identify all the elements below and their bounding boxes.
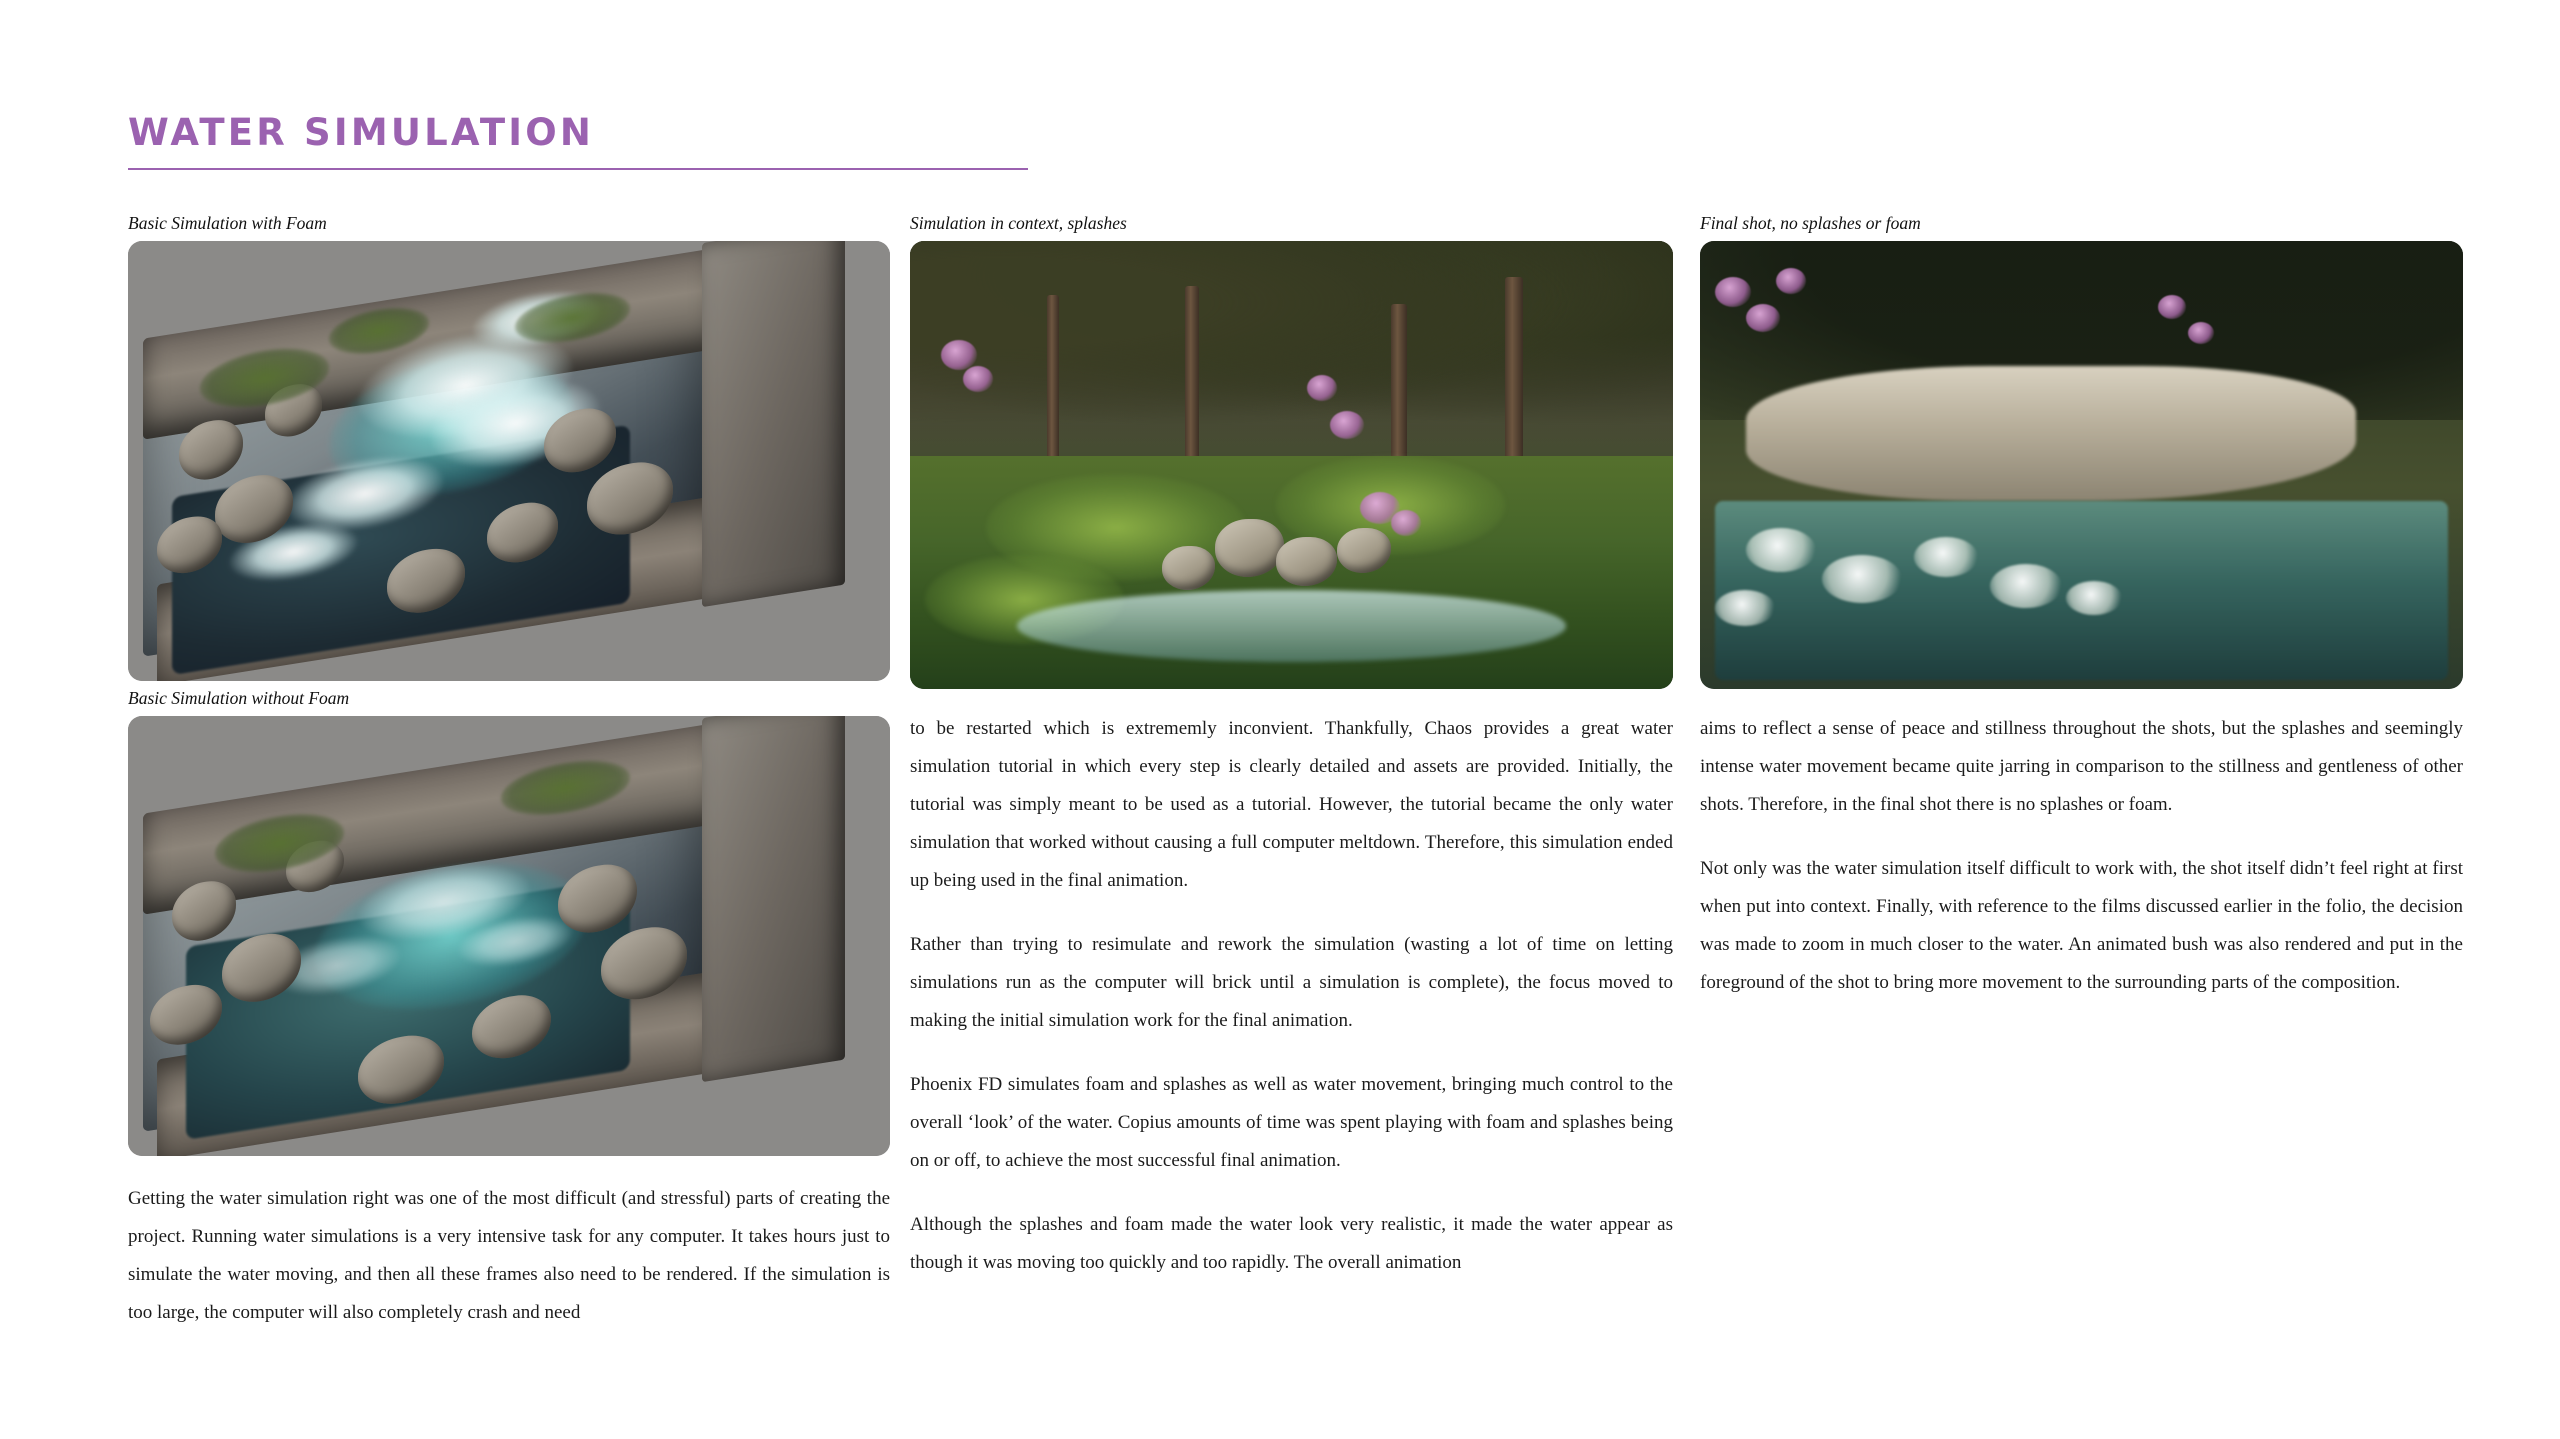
figure-caption: Final shot, no splashes or foam bbox=[1700, 213, 1921, 233]
figure-image-with-foam bbox=[128, 241, 890, 681]
title-block bbox=[128, 113, 1028, 170]
blossom bbox=[941, 340, 977, 370]
white-flower-cluster bbox=[1990, 564, 2062, 608]
paragraph: Getting the water simulation right was one of the most difficult (and stressful) parts of creating the project. Running water simulations is a very intensive task for any computer. It takes hours just to simulate the water moving, and then all these frames also need to be rendered. If the simulation is too large, the computer will also completely crash and need bbox=[128, 1188, 890, 1323]
left-column-text bbox=[128, 1180, 890, 1332]
blossom bbox=[2158, 295, 2186, 319]
water-stream bbox=[1017, 590, 1566, 662]
title-underline bbox=[128, 168, 1028, 170]
paragraph: Although the splashes and foam made the water look very realistic, it made the water appear as though it was moving too quickly and too rapidly. The overall animation bbox=[910, 1214, 1673, 1273]
stone-wall bbox=[702, 716, 845, 1082]
white-flower-cluster bbox=[1914, 537, 1978, 577]
white-flower-cluster bbox=[1746, 528, 1816, 572]
figure-caption: Basic Simulation without Foam bbox=[128, 688, 350, 708]
paragraph: Not only was the water simulation itself difficult to work with, the shot itself didn’t feel right at first when put into context. Finally, with reference to the films discussed earlier in the folio, the decision was made to zoom in much closer to the water. An animated bush was also rendered and put in the foreground of the shot to bring more movement to the surrounding parts of the composition. bbox=[1700, 858, 2463, 993]
right-column-text bbox=[1700, 710, 2463, 1002]
blossom bbox=[1330, 411, 1364, 439]
page-title: WATER SIMULATION bbox=[128, 111, 595, 154]
figure-caption: Basic Simulation with Foam bbox=[128, 213, 327, 233]
figure-basic-simulation-with-foam bbox=[128, 213, 890, 681]
figure-simulation-in-context bbox=[910, 213, 1673, 689]
figure-image-final-shot bbox=[1700, 241, 2463, 689]
blossom bbox=[1746, 304, 1780, 332]
tree-canopy bbox=[910, 241, 1673, 447]
rock-bed bbox=[1746, 366, 2356, 500]
figure-image-context bbox=[910, 241, 1673, 689]
figure-final-shot bbox=[1700, 213, 2463, 689]
blossom bbox=[1391, 510, 1421, 536]
middle-column-text bbox=[910, 710, 1673, 1282]
paragraph: aims to reflect a sense of peace and stillness throughout the shots, but the splashes and seemingly intense water movement became quite jarring in comparison to the stillness and gentleness of other shots. Therefore, in the final shot there is no splashes or foam. bbox=[1700, 718, 2463, 815]
blossom bbox=[1776, 268, 1806, 294]
white-flower-cluster bbox=[1822, 555, 1902, 603]
boulder bbox=[1337, 528, 1390, 573]
paragraph: Rather than trying to resimulate and rework the simulation (wasting a lot of time on letting simulations run as the computer will brick until a simulation is complete), the focus moved to making the initial simulation work for the final animation. bbox=[910, 934, 1673, 1031]
figure-caption: Simulation in context, splashes bbox=[910, 213, 1127, 233]
figure-basic-simulation-without-foam bbox=[128, 688, 890, 1156]
figure-image-without-foam bbox=[128, 716, 890, 1156]
paragraph: Phoenix FD simulates foam and splashes as well as water movement, bringing much control to the overall ‘look’ of the water. Copius amounts of time was spent playing with foam and splashes being on or off, to achieve the most successful final animation. bbox=[910, 1074, 1673, 1171]
blossom bbox=[2188, 322, 2214, 344]
stone-wall bbox=[702, 241, 845, 607]
paragraph: to be restarted which is extrememly inconvient. Thankfully, Chaos provides a great water simulation tutorial in which every step is clearly detailed and assets are provided. Initially, the tutorial was simply meant to be used as a tutorial. However, the tutorial became the only water simulation that worked without causing a full computer meltdown. Therefore, this simulation ended up being used in the final animation. bbox=[910, 718, 1673, 891]
blossom bbox=[1307, 375, 1337, 401]
blossom bbox=[1715, 277, 1751, 307]
